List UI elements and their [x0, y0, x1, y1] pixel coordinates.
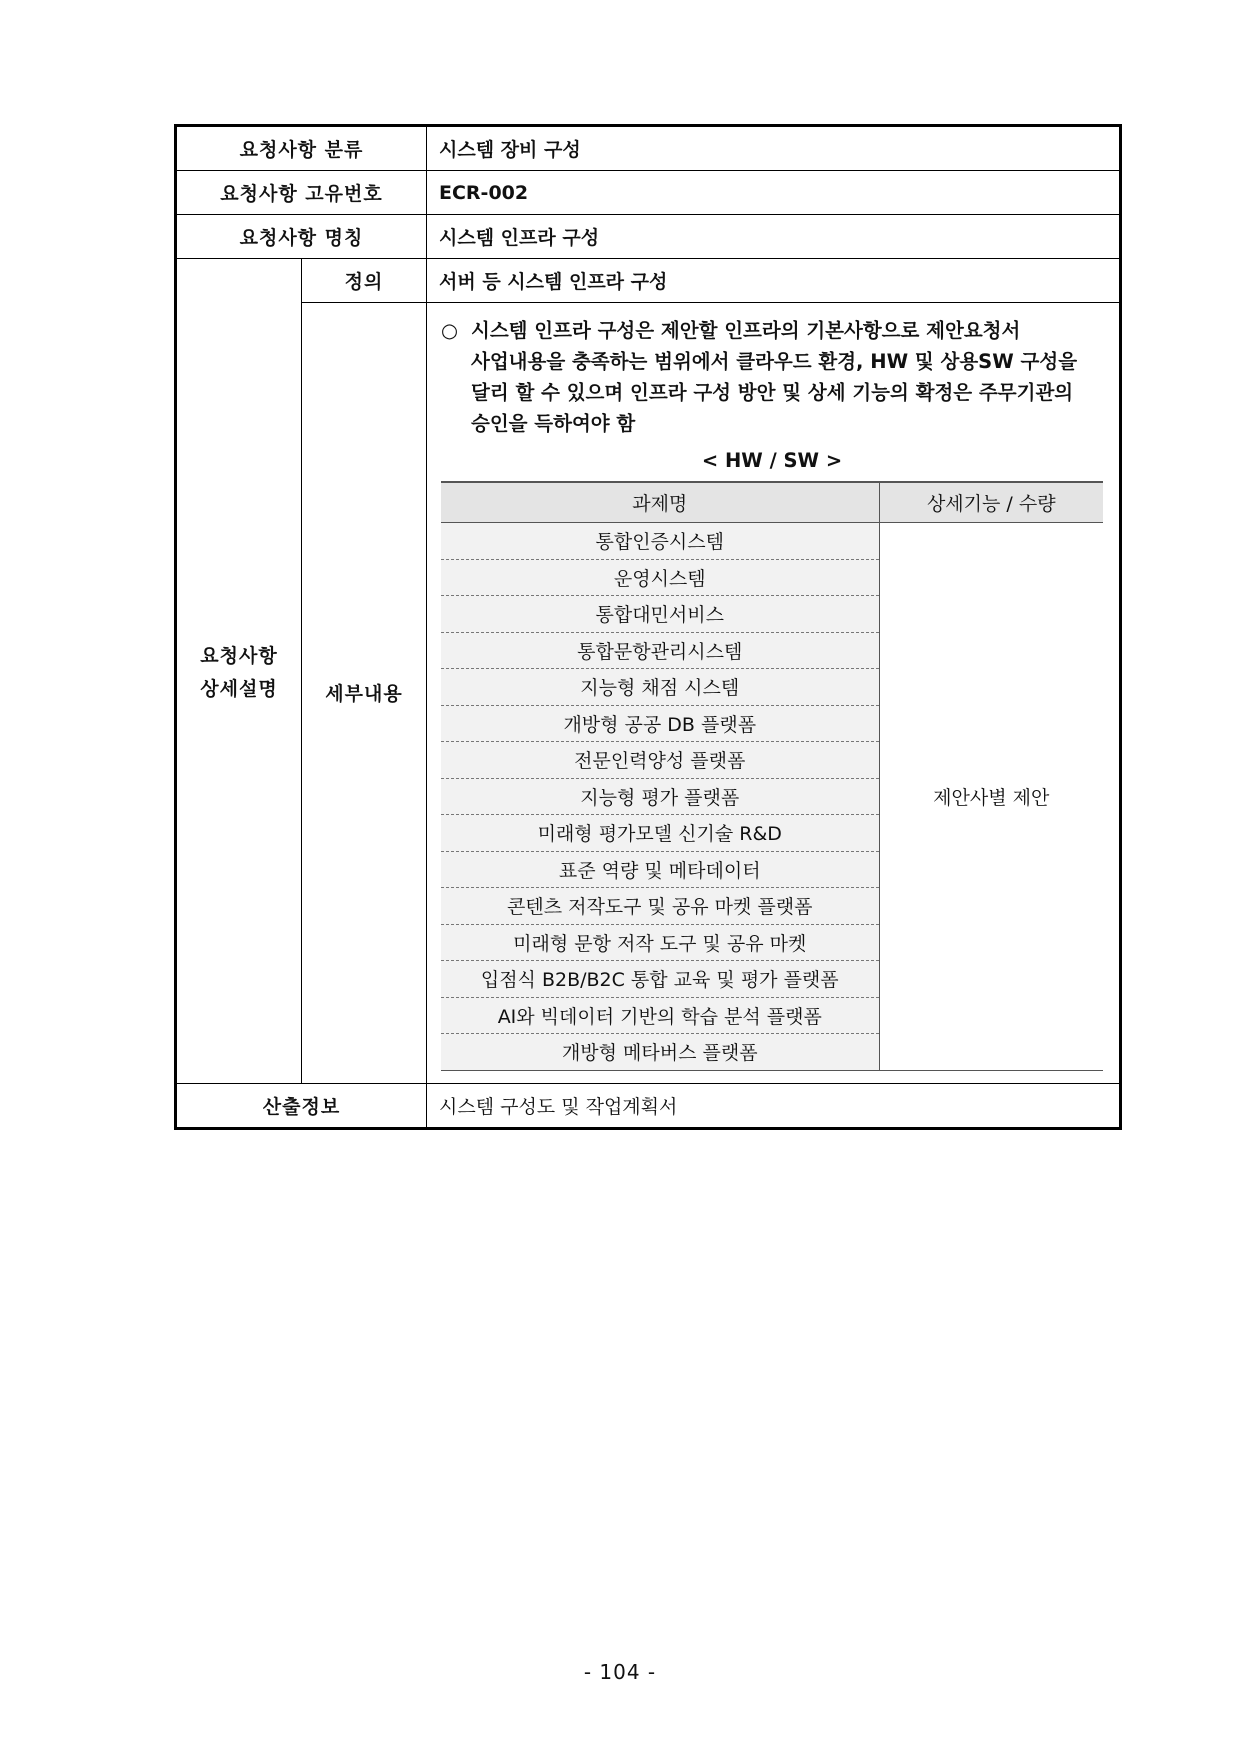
requirement-spec-table [174, 124, 1122, 1130]
detail-group-label [176, 259, 302, 1084]
detail-group-label-line2: 상세설명 [200, 677, 278, 700]
id-row [176, 171, 1121, 215]
category-value: 시스템 장비 구성 [427, 126, 1121, 171]
content-cell [427, 303, 1121, 1084]
category-row [176, 126, 1121, 171]
task-name: 통합문항관리시스템 [441, 632, 879, 669]
task-name: 지능형 채점 시스템 [441, 669, 879, 706]
merged-detail-value: 제안사별 제안 [879, 523, 1103, 1071]
task-name: 콘텐츠 저작도구 및 공유 마켓 플랫폼 [441, 888, 879, 925]
task-name: 통합대민서비스 [441, 596, 879, 633]
name-row [176, 215, 1121, 259]
definition-label: 정의 [302, 259, 427, 303]
task-name: 개방형 메타버스 플랫폼 [441, 1034, 879, 1071]
content-paragraph-text: 시스템 인프라 구성은 제안할 인프라의 기본사항으로 제안요청서 사업내용을 충족하는 범위에서 클라우드 환경, HW 및 상용SW 구성을 달리 할 수 있으며 인프라 구성 방안 및 상세 기능의 확정은 주무기관의 승인을 득하여야 함 [471, 319, 1078, 435]
id-value: ECR-002 [427, 171, 1121, 215]
task-name: AI와 빅데이터 기반의 학습 분석 플랫폼 [441, 997, 879, 1034]
task-name: 지능형 평가 플랫폼 [441, 778, 879, 815]
id-label: 요청사항 고유번호 [176, 171, 427, 215]
content-row [176, 303, 1121, 1084]
name-label: 요청사항 명칭 [176, 215, 427, 259]
output-value: 시스템 구성도 및 작업계획서 [427, 1083, 1121, 1128]
detail-group-label-line1: 요청사항 [200, 644, 278, 667]
task-name: 입점식 B2B/B2C 통합 교육 및 평가 플랫폼 [441, 961, 879, 998]
category-label: 요청사항 분류 [176, 126, 427, 171]
task-name: 통합인증시스템 [441, 523, 879, 560]
task-name: 미래형 평가모델 신기술 R&D [441, 815, 879, 852]
definition-row [176, 259, 1121, 303]
hw-sw-header-row [441, 482, 1103, 523]
name-value: 시스템 인프라 구성 [427, 215, 1121, 259]
header-detail-quantity: 상세기능 / 수량 [879, 482, 1103, 523]
task-name: 표준 역량 및 메타데이터 [441, 851, 879, 888]
task-name: 미래형 문항 저작 도구 및 공유 마켓 [441, 924, 879, 961]
circle-bullet-icon: ○ [441, 319, 459, 342]
content-paragraph [441, 315, 1103, 439]
output-row [176, 1083, 1121, 1128]
header-task-name: 과제명 [441, 482, 879, 523]
content-label: 세부내용 [302, 303, 427, 1084]
output-label: 산출정보 [176, 1083, 427, 1128]
table-caption: < HW / SW > [701, 449, 843, 472]
page-number: - 104 - [583, 1660, 657, 1684]
task-name: 개방형 공공 DB 플랫폼 [441, 705, 879, 742]
table-row [441, 523, 1103, 560]
hw-sw-table [441, 481, 1103, 1071]
task-name: 전문인력양성 플랫폼 [441, 742, 879, 779]
definition-value: 서버 등 시스템 인프라 구성 [427, 259, 1121, 303]
task-name: 운영시스템 [441, 559, 879, 596]
